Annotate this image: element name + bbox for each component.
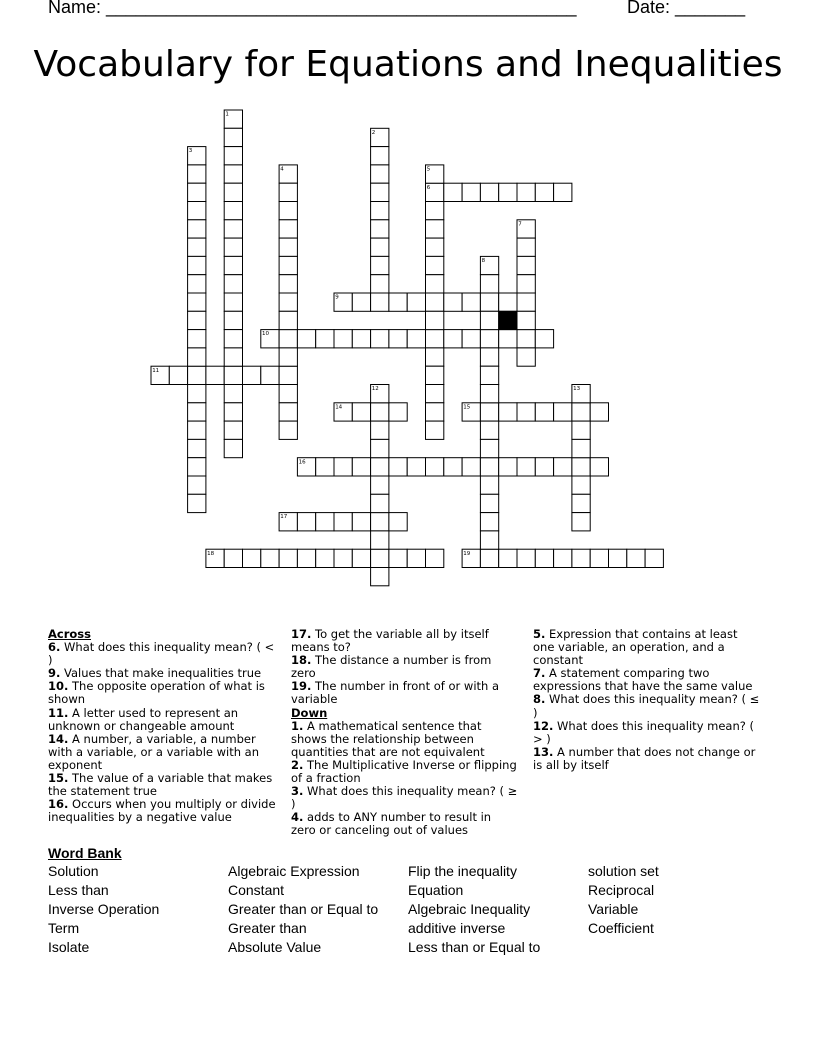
crossword-cell[interactable] (224, 165, 242, 183)
crossword-cell[interactable] (279, 202, 297, 220)
clue-item (291, 759, 519, 785)
crossword-cell[interactable] (352, 549, 370, 567)
crossword-cell[interactable] (371, 403, 389, 421)
crossword-cell[interactable] (371, 147, 389, 165)
crossword-cell[interactable] (645, 549, 663, 567)
crossword-cell[interactable] (224, 220, 242, 238)
crossword-cell[interactable] (572, 421, 590, 439)
clue-item (291, 628, 519, 654)
crossword-cell[interactable] (407, 549, 425, 567)
crossword-cell[interactable] (462, 183, 480, 201)
crossword-cell[interactable] (279, 385, 297, 403)
crossword-cell[interactable] (224, 421, 242, 439)
crossword-cell[interactable] (590, 403, 608, 421)
crossword-cell[interactable] (426, 293, 444, 311)
crossword-clue-number: 3 (188, 148, 193, 155)
crossword-cell[interactable] (517, 330, 535, 348)
word-bank-item: solution set (588, 863, 659, 879)
crossword-cell[interactable] (572, 476, 590, 494)
crossword-cell[interactable] (480, 421, 498, 439)
crossword-cell[interactable] (279, 348, 297, 366)
crossword-cell[interactable] (572, 403, 590, 421)
crossword-cell[interactable] (371, 275, 389, 293)
crossword-cell[interactable] (572, 439, 590, 457)
crossword-cell[interactable] (554, 403, 572, 421)
crossword-cell[interactable] (371, 421, 389, 439)
crossword-cell[interactable] (188, 476, 206, 494)
word-bank-column-1 (48, 862, 159, 957)
crossword-cell[interactable] (499, 183, 517, 201)
clues-column-3 (533, 628, 761, 772)
crossword-cell[interactable] (261, 366, 279, 384)
word-bank-item: additive inverse (408, 920, 506, 936)
crossword-cell[interactable] (517, 238, 535, 256)
crossword-cell[interactable] (297, 549, 315, 567)
crossword-cell[interactable] (517, 549, 535, 567)
crossword-cell[interactable] (444, 183, 462, 201)
clue-text: To get the variable all by itself means to? (291, 627, 489, 655)
crossword-cell[interactable] (590, 549, 608, 567)
word-bank-title: Word Bank (48, 845, 122, 861)
crossword-cell[interactable] (224, 403, 242, 421)
crossword-cell[interactable] (480, 531, 498, 549)
clue-number: 11. (48, 705, 69, 720)
crossword-clue-number: 7 (518, 221, 522, 228)
crossword-cell[interactable] (188, 275, 206, 293)
crossword-cell[interactable] (371, 202, 389, 220)
crossword-cell[interactable] (627, 549, 645, 567)
crossword-cell[interactable] (279, 220, 297, 238)
crossword-cell[interactable] (480, 549, 498, 567)
clue-number: 12. (533, 718, 554, 733)
crossword-cell[interactable] (554, 458, 572, 476)
clue-item (533, 720, 761, 746)
clue-item (291, 811, 519, 837)
clue-text: The number in front of or with a variable (291, 679, 500, 707)
crossword-cell[interactable] (462, 293, 480, 311)
crossword-cell[interactable] (224, 366, 242, 384)
crossword-cell[interactable] (224, 348, 242, 366)
crossword-cell[interactable] (371, 256, 389, 274)
crossword-cell[interactable] (188, 238, 206, 256)
across-heading: Across (48, 627, 91, 641)
crossword-cell[interactable] (352, 513, 370, 531)
clue-number: 4. (291, 810, 304, 825)
clue-item (48, 733, 276, 772)
crossword-cell[interactable] (371, 476, 389, 494)
crossword-cell[interactable] (188, 421, 206, 439)
crossword-cell[interactable] (297, 330, 315, 348)
crossword-cell[interactable] (188, 256, 206, 274)
crossword-cell[interactable] (480, 330, 498, 348)
clue-text: The value of a variable that makes the statement true (48, 771, 273, 799)
crossword-cell[interactable] (188, 385, 206, 403)
crossword-cell[interactable] (480, 275, 498, 293)
crossword-cell[interactable] (224, 311, 242, 329)
clue-text: A mathematical sentence that shows the relationship between quantities that are not equivalent (291, 718, 485, 759)
crossword-cell[interactable] (188, 494, 206, 512)
crossword-cell[interactable] (279, 256, 297, 274)
clue-text: A letter used to represent an unknown or changeable amount (48, 705, 239, 733)
crossword-clue-number: 14 (335, 404, 343, 411)
crossword-clue-number: 4 (280, 166, 284, 173)
crossword-cell[interactable] (480, 476, 498, 494)
crossword-cell[interactable] (480, 458, 498, 476)
crossword-cell[interactable] (480, 366, 498, 384)
crossword-cell[interactable] (316, 549, 334, 567)
clues-column-2 (291, 628, 519, 838)
crossword-cell[interactable] (444, 293, 462, 311)
crossword-cell[interactable] (517, 275, 535, 293)
clue-number: 15. (48, 771, 69, 786)
clue-number: 16. (48, 797, 69, 812)
clue-item (48, 680, 276, 706)
crossword-cell[interactable] (371, 494, 389, 512)
crossword-clue-number: 18 (207, 550, 215, 557)
date-line: Date: _______ (627, 0, 746, 17)
crossword-cell[interactable] (426, 348, 444, 366)
crossword-clue-number: 2 (371, 129, 376, 136)
crossword-cell[interactable] (352, 403, 370, 421)
crossword-cell[interactable] (279, 549, 297, 567)
crossword-cell[interactable] (224, 202, 242, 220)
clue-text: The opposite operation of what is shown (48, 679, 265, 707)
clue-number: 8. (533, 692, 546, 707)
crossword-cell[interactable] (169, 366, 187, 384)
crossword-cell[interactable] (279, 330, 297, 348)
crossword-cell[interactable] (426, 385, 444, 403)
crossword-cell[interactable] (389, 549, 407, 567)
crossword-cell[interactable] (462, 458, 480, 476)
crossword-cell[interactable] (224, 275, 242, 293)
clue-text: A number that does not change or is all by itself (533, 744, 756, 772)
crossword-cell[interactable] (590, 458, 608, 476)
crossword-cell[interactable] (243, 549, 261, 567)
crossword-cell[interactable] (279, 183, 297, 201)
word-bank-item: Flip the inequality (408, 863, 517, 879)
crossword-clue-number: 19 (463, 550, 471, 557)
crossword-cell[interactable] (371, 531, 389, 549)
crossword-cell[interactable] (224, 147, 242, 165)
crossword-cell[interactable] (279, 293, 297, 311)
crossword-cell[interactable] (426, 238, 444, 256)
crossword-cell[interactable] (371, 183, 389, 201)
word-bank-item: Inverse Operation (48, 901, 160, 917)
crossword-cell[interactable] (499, 458, 517, 476)
crossword-cell[interactable] (371, 220, 389, 238)
crossword-cell[interactable] (535, 403, 553, 421)
crossword-cell[interactable] (243, 366, 261, 384)
word-bank-item: Solution (48, 863, 99, 879)
crossword-cell[interactable] (480, 348, 498, 366)
clues-column-1 (48, 628, 276, 824)
crossword-cell[interactable] (224, 549, 242, 567)
clue-number: 19. (291, 679, 312, 694)
word-bank-item: Reciprocal (588, 882, 655, 898)
crossword-cell[interactable] (188, 183, 206, 201)
crossword-cell[interactable] (554, 549, 572, 567)
clue-item (533, 746, 761, 772)
down-heading: Down (291, 705, 328, 720)
crossword-cell[interactable] (517, 311, 535, 329)
crossword-cell[interactable] (426, 421, 444, 439)
crossword-cell[interactable] (371, 458, 389, 476)
crossword-clue-number: 9 (335, 294, 339, 301)
clue-item (291, 654, 519, 680)
crossword-cell[interactable] (426, 549, 444, 567)
crossword-cell[interactable] (426, 256, 444, 274)
crossword-cell[interactable] (480, 385, 498, 403)
crossword-cell[interactable] (188, 311, 206, 329)
crossword-cell[interactable] (188, 293, 206, 311)
crossword-cell[interactable] (352, 330, 370, 348)
crossword-cell[interactable] (224, 256, 242, 274)
crossword-cell[interactable] (261, 549, 279, 567)
crossword-cell[interactable] (279, 311, 297, 329)
page-title: Vocabulary for Equations and Inequalities (33, 44, 783, 85)
crossword-cell[interactable] (224, 293, 242, 311)
crossword-cell[interactable] (224, 238, 242, 256)
crossword-clue-number: 6 (426, 184, 431, 191)
clue-text: A number, a variable, a number with a variable, or a variable with an exponent (48, 731, 260, 772)
word-bank-item: Less than (48, 882, 109, 898)
crossword-cell[interactable] (407, 330, 425, 348)
clue-text: The Multiplicative Inverse or flipping of a fraction (291, 757, 517, 786)
crossword-cell[interactable] (517, 293, 535, 311)
crossword-shaded-cell (499, 311, 517, 329)
clue-number: 6. (48, 640, 61, 655)
crossword-cell[interactable] (499, 403, 517, 421)
crossword-cell[interactable] (188, 348, 206, 366)
crossword-cell[interactable] (517, 403, 535, 421)
crossword-cell[interactable] (499, 549, 517, 567)
crossword-cell[interactable] (389, 513, 407, 531)
crossword-cell[interactable] (554, 183, 572, 201)
clue-item (291, 720, 519, 759)
crossword-cell[interactable] (188, 202, 206, 220)
crossword-cell[interactable] (499, 293, 517, 311)
clue-number: 10. (48, 679, 69, 694)
crossword-cell[interactable] (480, 183, 498, 201)
clue-item (533, 693, 761, 719)
crossword-cell[interactable] (572, 494, 590, 512)
word-bank-item: Constant (228, 882, 285, 898)
crossword-cell[interactable] (371, 549, 389, 567)
crossword-cell[interactable] (389, 330, 407, 348)
crossword-cell[interactable] (334, 458, 352, 476)
word-bank-item: Greater than or Equal to (228, 901, 379, 917)
crossword-cell[interactable] (444, 458, 462, 476)
clue-number: 18. (291, 653, 312, 668)
crossword-cell[interactable] (426, 311, 444, 329)
clue-item (291, 680, 519, 706)
crossword-clue-number: 11 (152, 367, 160, 374)
crossword-cell[interactable] (206, 366, 224, 384)
crossword-clue-number: 16 (298, 459, 306, 466)
clue-item (48, 707, 276, 733)
crossword-cell[interactable] (371, 330, 389, 348)
crossword-cell[interactable] (517, 458, 535, 476)
word-bank-item: Absolute Value (228, 939, 322, 955)
clue-text: A statement comparing two expressions that have the same value (533, 666, 753, 694)
crossword-cell[interactable] (426, 275, 444, 293)
crossword-cell[interactable] (188, 330, 206, 348)
crossword-cell[interactable] (316, 330, 334, 348)
crossword-cell[interactable] (426, 202, 444, 220)
clue-text: Occurs when you multiply or divide inequalities by a negative value (48, 797, 276, 825)
clue-text: Expression that contains at least one variable, an operation, and a constant (533, 627, 738, 668)
crossword-cell[interactable] (188, 366, 206, 384)
crossword-cell[interactable] (371, 513, 389, 531)
crossword-cell[interactable] (371, 568, 389, 586)
crossword-cell[interactable] (389, 293, 407, 311)
crossword-cell[interactable] (334, 513, 352, 531)
crossword-cell[interactable] (371, 293, 389, 311)
word-bank-item: Isolate (48, 939, 90, 955)
crossword-cell[interactable] (188, 439, 206, 457)
crossword-cell[interactable] (316, 513, 334, 531)
clue-text: What does this inequality mean? ( ≤ ) (533, 692, 760, 720)
crossword-clue-number: 8 (481, 258, 486, 264)
crossword-clue-number: 13 (573, 386, 581, 393)
crossword-cell[interactable] (480, 439, 498, 457)
crossword-cell[interactable] (426, 403, 444, 421)
crossword-cell[interactable] (499, 330, 517, 348)
crossword-cell[interactable] (389, 458, 407, 476)
clue-text: What does this inequality mean? ( ≥ ) (291, 784, 518, 812)
crossword-cell[interactable] (426, 366, 444, 384)
clue-number: 2. (291, 757, 304, 772)
word-bank-column-2 (228, 862, 378, 957)
crossword-cell[interactable] (188, 458, 206, 476)
word-bank-item: Coefficient (588, 920, 654, 936)
crossword-cell[interactable] (426, 220, 444, 238)
crossword-cell[interactable] (426, 458, 444, 476)
crossword-cell[interactable] (297, 513, 315, 531)
crossword-cell[interactable] (371, 165, 389, 183)
clue-item (533, 667, 761, 693)
crossword-clue-number: 17 (280, 514, 288, 521)
crossword-cell[interactable] (188, 165, 206, 183)
crossword-cell[interactable] (535, 549, 553, 567)
crossword-cell[interactable] (334, 549, 352, 567)
crossword-cell[interactable] (480, 403, 498, 421)
crossword-cell[interactable] (279, 421, 297, 439)
clue-number: 1. (291, 718, 304, 733)
clue-item (533, 628, 761, 667)
clue-item (48, 772, 276, 798)
word-bank-item: Less than or Equal to (408, 939, 541, 955)
crossword-cell[interactable] (572, 549, 590, 567)
crossword-cell[interactable] (371, 238, 389, 256)
crossword-cell[interactable] (188, 403, 206, 421)
crossword-cell[interactable] (517, 348, 535, 366)
clue-text: Values that make inequalities true (64, 666, 262, 681)
crossword-cell[interactable] (535, 330, 553, 348)
crossword-cell[interactable] (426, 330, 444, 348)
crossword-cell[interactable] (572, 458, 590, 476)
crossword-cell[interactable] (224, 330, 242, 348)
crossword-cell[interactable] (352, 458, 370, 476)
crossword-cell[interactable] (480, 513, 498, 531)
crossword-cell[interactable] (352, 293, 370, 311)
name-line: Name: _______________________________________________ (48, 0, 577, 17)
crossword-cell[interactable] (609, 549, 627, 567)
crossword-cell[interactable] (316, 458, 334, 476)
crossword-cell[interactable] (224, 183, 242, 201)
crossword-clue-number: 15 (463, 404, 471, 411)
crossword-cell[interactable] (535, 183, 553, 201)
clue-number: 17. (291, 627, 312, 641)
word-bank-item: Term (48, 920, 80, 936)
crossword-cell[interactable] (279, 275, 297, 293)
crossword-clue-number: 12 (371, 386, 379, 393)
clue-number: 13. (533, 744, 554, 759)
crossword-cell[interactable] (224, 385, 242, 403)
crossword-cell[interactable] (517, 256, 535, 274)
clue-number: 7. (533, 666, 546, 681)
crossword-cell[interactable] (188, 220, 206, 238)
crossword-cell[interactable] (279, 403, 297, 421)
clue-number: 3. (291, 784, 304, 799)
word-bank-column-3 (408, 862, 540, 957)
clue-text: adds to ANY number to result in zero or canceling out of values (291, 810, 492, 838)
clue-number: 14. (48, 731, 69, 746)
crossword-cell[interactable] (279, 238, 297, 256)
crossword-cell[interactable] (444, 330, 462, 348)
crossword-cell[interactable] (389, 403, 407, 421)
crossword-cell[interactable] (224, 439, 242, 457)
crossword-clue-number: 5 (426, 166, 431, 173)
clue-text: What does this inequality mean? ( > ) (533, 718, 755, 746)
crossword-cell[interactable] (535, 458, 553, 476)
word-bank-item: Algebraic Expression (228, 863, 360, 879)
crossword-clue-number: 1 (225, 111, 229, 118)
crossword-cell[interactable] (480, 293, 498, 311)
crossword-cell[interactable] (224, 128, 242, 146)
word-bank-item: Variable (588, 901, 639, 917)
word-bank-column-4 (588, 862, 659, 938)
crossword-cell[interactable] (480, 494, 498, 512)
crossword-cell[interactable] (407, 458, 425, 476)
clue-item (48, 798, 276, 824)
crossword-cell[interactable] (279, 366, 297, 384)
clue-number: 9. (48, 666, 61, 681)
crossword-cell[interactable] (462, 330, 480, 348)
crossword-cell[interactable] (334, 330, 352, 348)
crossword-cell[interactable] (572, 513, 590, 531)
clue-item (48, 641, 276, 667)
clue-text: What does this inequality mean? ( < ) (48, 640, 275, 668)
crossword-cell[interactable] (480, 311, 498, 329)
clue-item (291, 785, 519, 811)
clue-text: The distance a number is from zero (291, 653, 492, 681)
word-bank-item: Greater than (228, 920, 307, 936)
clue-number: 5. (533, 627, 546, 641)
crossword-cell[interactable] (371, 439, 389, 457)
crossword-clue-number: 10 (262, 331, 269, 338)
crossword-cell[interactable] (517, 183, 535, 201)
word-bank-item: Equation (408, 882, 464, 898)
word-bank-item: Algebraic Inequality (408, 901, 531, 917)
crossword-cell[interactable] (407, 293, 425, 311)
